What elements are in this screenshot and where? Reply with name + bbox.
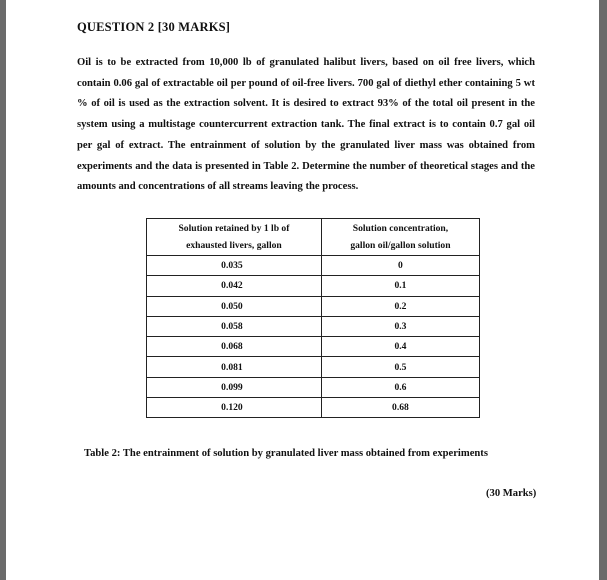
marks-label: (30 Marks) [486, 488, 537, 499]
retained-cell: 0.081 [147, 357, 322, 377]
table-header-row [147, 219, 480, 256]
table-row [147, 256, 480, 276]
concentration-cell: 0.68 [321, 398, 479, 418]
column-header-retained [147, 219, 322, 256]
table-row [147, 357, 480, 377]
column-header-retained-line1: Solution retained by 1 lb of [178, 223, 290, 234]
concentration-cell: 0 [321, 256, 479, 276]
concentration-cell: 0.1 [321, 276, 479, 296]
concentration-cell: 0.5 [321, 357, 479, 377]
column-header-retained-line2: exhausted livers, gallon [186, 240, 282, 251]
retained-cell: 0.042 [147, 276, 322, 296]
table-row [147, 398, 480, 418]
table-row [147, 316, 480, 336]
table-row [147, 337, 480, 357]
retained-cell: 0.058 [147, 316, 322, 336]
concentration-cell: 0.2 [321, 296, 479, 316]
problem-statement: Oil is to be extracted from 10,000 lb of granulated halibut livers, based on oil free livers, which contain 0.06 gal of extractable oil per pound of oil-free livers. 700 gal of diethyl ether containing 5 wt % of oil is used as the extraction solvent. It is desired to extract 93% of the total oil present in the system using a multistage countercurrent extraction tank. The final extract is to contain 0.7 gal oil per gal of extract. The entrainment of solution by the granulated liver mass was obtained from experiments and the data is presented in Table 2. Determine the number of theoretical stages and the amounts and concentrations of all streams leaving the process. [77, 57, 535, 193]
retained-cell: 0.099 [147, 377, 322, 397]
column-header-concentration [321, 219, 479, 256]
concentration-cell: 0.6 [321, 377, 479, 397]
table-row [147, 276, 480, 296]
document-page [6, 0, 599, 580]
question-title: QUESTION 2 [30 MARKS] [77, 20, 231, 34]
retained-cell: 0.068 [147, 337, 322, 357]
retained-cell: 0.050 [147, 296, 322, 316]
entrainment-data-table [146, 218, 480, 418]
table-row [147, 296, 480, 316]
concentration-cell: 0.4 [321, 337, 479, 357]
column-header-concentration-line1: Solution concentration, [352, 223, 449, 234]
table-row [147, 377, 480, 397]
table-caption: Table 2: The entrainment of solution by granulated liver mass obtained from experiments [84, 448, 488, 459]
column-header-concentration-line2: gallon oil/gallon solution [350, 240, 451, 251]
retained-cell: 0.120 [147, 398, 322, 418]
retained-cell: 0.035 [147, 256, 322, 276]
concentration-cell: 0.3 [321, 316, 479, 336]
